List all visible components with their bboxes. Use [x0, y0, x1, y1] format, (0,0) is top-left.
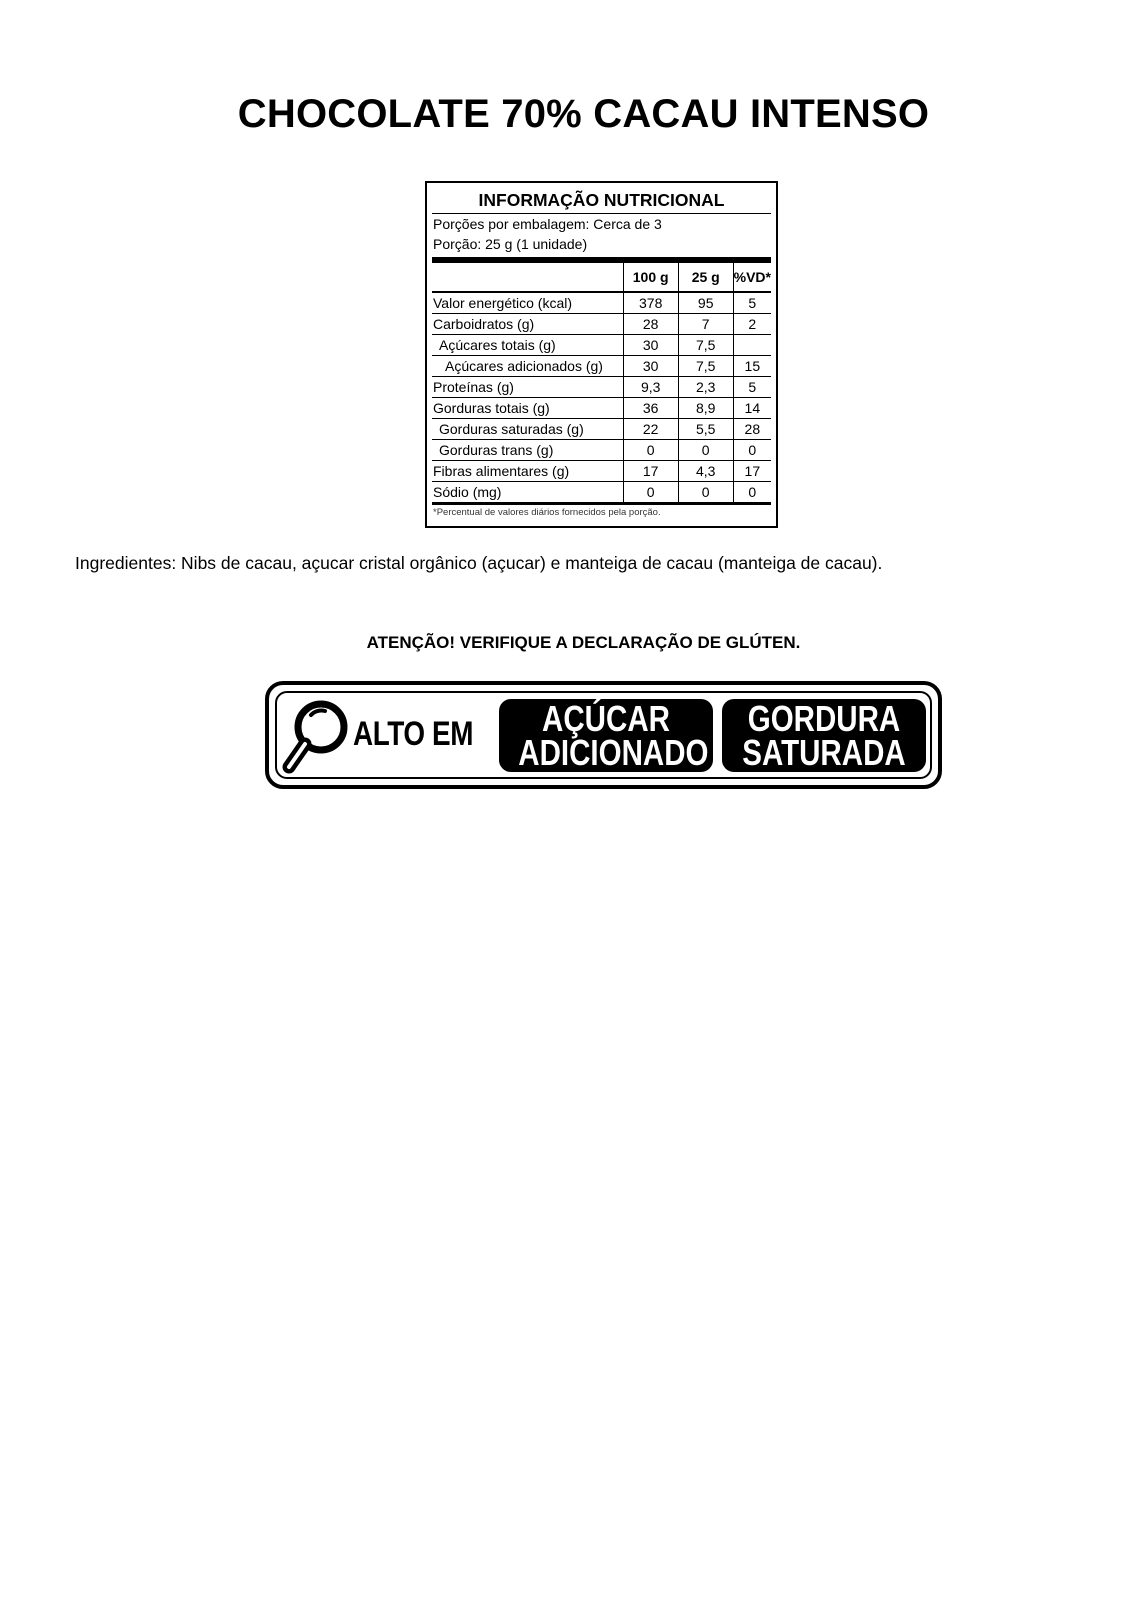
- value-25g: 0: [678, 482, 733, 504]
- badge-line-1: AÇÚCAR: [542, 698, 670, 739]
- value-100g: 28: [623, 314, 678, 335]
- nutrition-facts-table: [425, 181, 778, 528]
- nutrient-name: Açúcares adicionados (g): [432, 356, 623, 377]
- nutrient-name: Açúcares totais (g): [432, 335, 623, 356]
- table-row: [432, 419, 771, 440]
- alto-em-label: ALTO EM: [353, 715, 474, 753]
- value-25g: 95: [678, 292, 733, 314]
- table-row: [432, 356, 771, 377]
- value-100g: 30: [623, 356, 678, 377]
- nutrient-name: Carboidratos (g): [432, 314, 623, 335]
- value-25g: 7,5: [678, 356, 733, 377]
- nutrient-name: Gorduras trans (g): [432, 440, 623, 461]
- value-100g: 9,3: [623, 377, 678, 398]
- value-25g: 7: [678, 314, 733, 335]
- nutrient-name: Sódio (mg): [432, 482, 623, 504]
- value-vd: [733, 335, 771, 356]
- value-vd: 28: [733, 419, 771, 440]
- value-vd: 15: [733, 356, 771, 377]
- value-25g: 4,3: [678, 461, 733, 482]
- nutrient-name: Gorduras totais (g): [432, 398, 623, 419]
- serving-size: Porção: 25 g (1 unidade): [433, 236, 588, 252]
- value-vd: 17: [733, 461, 771, 482]
- value-vd: 5: [733, 292, 771, 314]
- nutrition-table: [432, 263, 771, 505]
- value-100g: 17: [623, 461, 678, 482]
- ingredients-text: Ingredientes: Nibs de cacau, açucar cristal orgânico (açucar) e manteiga de cacau (manteiga de cacau).: [75, 553, 883, 573]
- servings-per-package: Porções por embalagem: Cerca de 3: [433, 216, 662, 232]
- column-header-25g: 25 g: [678, 263, 733, 292]
- badge-line-2: SATURADA: [742, 732, 906, 773]
- magnifier-icon: [281, 697, 351, 777]
- value-vd: 0: [733, 482, 771, 504]
- badge-line-1: GORDURA: [747, 698, 901, 739]
- badge-line-2: ADICIONADO: [518, 732, 709, 773]
- nutrition-footnote: *Percentual de valores diários fornecidos pela porção.: [433, 507, 661, 518]
- column-header-100g: 100 g: [623, 263, 678, 292]
- value-vd: 2: [733, 314, 771, 335]
- column-header-vd: %VD*: [733, 263, 771, 292]
- nutrient-name: Proteínas (g): [432, 377, 623, 398]
- nutrition-heading: INFORMAÇÃO NUTRICIONAL: [432, 187, 771, 214]
- table-row: [432, 292, 771, 314]
- value-25g: 5,5: [678, 419, 733, 440]
- table-row: [432, 314, 771, 335]
- value-100g: 378: [623, 292, 678, 314]
- table-row: [432, 440, 771, 461]
- table-row: [432, 377, 771, 398]
- gluten-warning: ATENÇÃO! VERIFIQUE A DECLARAÇÃO DE GLÚTEN.: [366, 633, 801, 652]
- value-25g: 7,5: [678, 335, 733, 356]
- front-warning-label: [265, 681, 942, 789]
- product-title: CHOCOLATE 70% CACAU INTENSO: [237, 92, 930, 136]
- nutrient-name: Gorduras saturadas (g): [432, 419, 623, 440]
- table-header-row: [432, 263, 771, 292]
- value-100g: 22: [623, 419, 678, 440]
- front-warning-inner-frame: [275, 691, 932, 779]
- header-empty-cell: [432, 263, 623, 292]
- value-25g: 8,9: [678, 398, 733, 419]
- table-row: [432, 398, 771, 419]
- value-100g: 30: [623, 335, 678, 356]
- value-25g: 0: [678, 440, 733, 461]
- value-vd: 0: [733, 440, 771, 461]
- nutrient-name: Valor energético (kcal): [432, 292, 623, 314]
- value-vd: 5: [733, 377, 771, 398]
- nutrient-name: Fibras alimentares (g): [432, 461, 623, 482]
- added-sugar-badge: [499, 699, 713, 772]
- value-100g: 0: [623, 482, 678, 504]
- value-vd: 14: [733, 398, 771, 419]
- value-100g: 0: [623, 440, 678, 461]
- saturated-fat-badge: [722, 699, 926, 772]
- value-100g: 36: [623, 398, 678, 419]
- table-row: [432, 482, 771, 504]
- table-row: [432, 461, 771, 482]
- value-25g: 2,3: [678, 377, 733, 398]
- table-row: [432, 335, 771, 356]
